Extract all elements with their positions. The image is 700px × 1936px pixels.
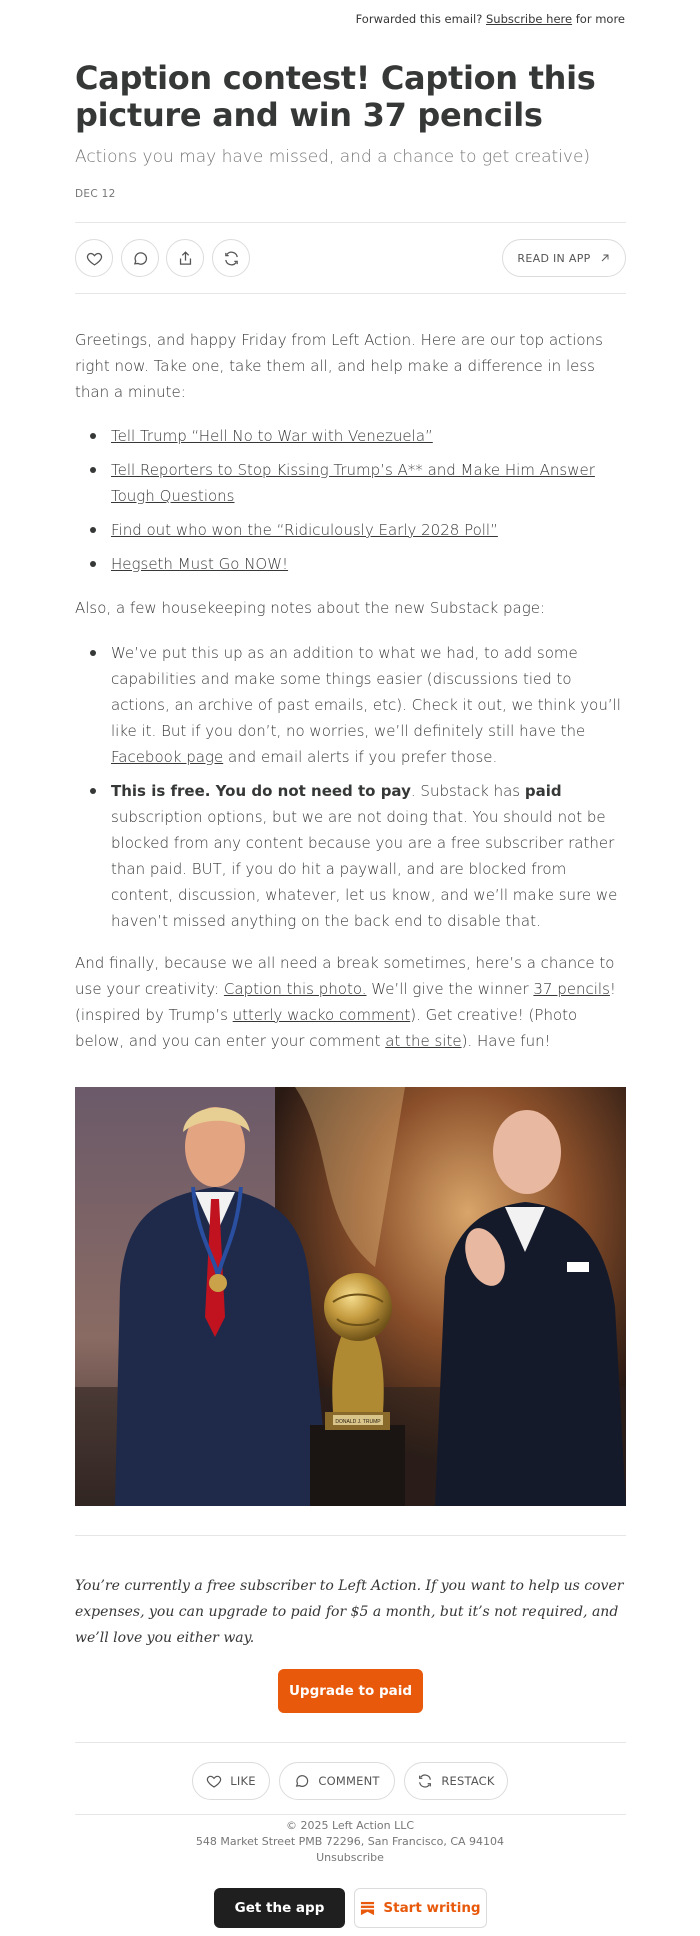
note2-bold-paid: paid	[524, 782, 562, 800]
restack-label: RESTACK	[441, 1774, 495, 1788]
forward-suffix: for more	[575, 12, 625, 26]
post-title: Caption contest! Caption this picture and win 37 pencils	[75, 59, 596, 134]
divider	[75, 222, 626, 223]
subscribe-link[interactable]: Subscribe here	[486, 12, 573, 26]
finally-text: ). Have fun!	[461, 1032, 551, 1050]
finally-paragraph	[75, 950, 626, 1054]
upgrade-to-paid-button[interactable]: Upgrade to paid	[278, 1669, 423, 1713]
note2-text-end: subscription options, but we are not doing that. You should not be blocked from any content because you are a free subscriber rather than paid. BUT, if you do hit a paywall, and are blocked from content, discussion, whatever, let us know, and we’ll make sure we haven’t missed anything on the back end to disable that.	[111, 808, 618, 930]
plaque-text: DONALD J. TRUMP	[335, 1419, 381, 1425]
contest-photo[interactable]	[75, 1087, 626, 1506]
comment-button[interactable]	[121, 239, 159, 277]
start-writing-button[interactable]	[354, 1888, 487, 1928]
intro-paragraph: Greetings, and happy Friday from Left Action. Here are our top actions right now. Take one, take them all, and help make a difference in less than a minute:	[75, 331, 603, 401]
forward-prefix: Forwarded this email?	[355, 12, 483, 26]
address-text: 548 Market Street PMB 72296, San Francisco, CA 94104	[195, 1835, 505, 1848]
caption-photo-link[interactable]: Caption this photo.	[223, 980, 367, 998]
subscriber-note: You’re currently a free subscriber to Left Action. If you want to help us cover expenses, you can upgrade to paid for $5 a month, but it’s not required, and we’ll love you either way.	[75, 1578, 624, 1646]
list-item	[75, 640, 626, 770]
note2-bold: This is free. You do not need to pay	[111, 782, 411, 800]
finally-text: And finally, because we all need a break sometimes, here’s a chance to use your creativity:	[75, 954, 615, 998]
heart-icon	[206, 1773, 222, 1789]
list-item	[75, 457, 626, 509]
note1-text: We’ve put this up as an addition to what we had, to add some capabilities and make some things easier (discussions tied to actions, an archive of past emails, etc). Check it out, we think you’ll like it. But if you don’t, no worries, we’ll definitely still have the	[111, 644, 621, 740]
pencils-link[interactable]: 37 pencils	[533, 980, 610, 998]
footer-copyright	[0, 1818, 700, 1866]
list-item	[75, 778, 626, 934]
at-the-site-link[interactable]: at the site	[385, 1032, 462, 1050]
wacko-comment-link[interactable]: utterly wacko comment	[232, 1006, 411, 1024]
restack-icon	[223, 250, 240, 267]
action-link-venezuela[interactable]: Tell Trump “Hell No to War with Venezuela”	[111, 427, 433, 445]
comment-icon	[132, 250, 149, 267]
housekeeping-list	[75, 640, 626, 934]
list-item	[75, 517, 626, 543]
footer-like-button[interactable]	[192, 1762, 270, 1800]
post-subtitle: Actions you may have missed, and a chance to get creative)	[75, 147, 591, 167]
actions-list	[75, 423, 626, 577]
action-link-hegseth[interactable]: Hegseth Must Go NOW!	[111, 555, 289, 573]
comment-label: COMMENT	[318, 1774, 380, 1788]
like-label: LIKE	[230, 1774, 256, 1788]
divider	[75, 1814, 626, 1815]
heart-icon	[86, 250, 103, 267]
list-item	[75, 423, 626, 449]
read-in-app-label: READ IN APP	[517, 251, 591, 265]
restack-icon	[417, 1773, 433, 1789]
arrow-up-right-icon	[599, 252, 611, 264]
read-in-app-button[interactable]	[502, 239, 626, 277]
note1-text-end: and email alerts if you prefer those.	[223, 748, 498, 766]
get-the-app-button[interactable]: Get the app	[214, 1888, 345, 1928]
post-date: DEC 12	[75, 188, 116, 200]
divider	[75, 293, 626, 294]
note2-text: . Substack has	[410, 782, 525, 800]
restack-button[interactable]	[212, 239, 250, 277]
share-icon	[177, 250, 194, 267]
comment-icon	[294, 1773, 310, 1789]
footer-comment-button[interactable]	[279, 1762, 395, 1800]
footer-restack-button[interactable]	[404, 1762, 508, 1800]
facebook-page-link[interactable]: Facebook page	[111, 748, 224, 766]
action-link-poll[interactable]: Find out who won the “Ridiculously Early 2028 Poll”	[111, 521, 498, 539]
photo-illustration	[75, 1087, 626, 1506]
unsubscribe-link[interactable]: Unsubscribe	[316, 1851, 384, 1864]
divider	[75, 1742, 626, 1743]
substack-logo-icon	[360, 1901, 375, 1916]
action-link-reporters[interactable]: Tell Reporters to Stop Kissing Trump’s A** and Make Him Answer Tough Questions	[111, 461, 595, 505]
housekeeping-intro: Also, a few housekeeping notes about the new Substack page:	[75, 599, 545, 617]
copyright-text: © 2025 Left Action LLC	[285, 1819, 415, 1832]
forward-notice	[356, 12, 625, 26]
start-writing-label: Start writing	[383, 1900, 481, 1916]
like-button[interactable]	[75, 239, 113, 277]
finally-text: ! (inspired by Trump’s	[75, 980, 616, 1024]
finally-text: We’ll give the winner	[366, 980, 534, 998]
list-item	[75, 551, 626, 577]
share-button[interactable]	[166, 239, 204, 277]
divider	[75, 1535, 626, 1536]
finally-text: ). Get creative! (Photo below, and you can enter your comment	[75, 1006, 578, 1050]
